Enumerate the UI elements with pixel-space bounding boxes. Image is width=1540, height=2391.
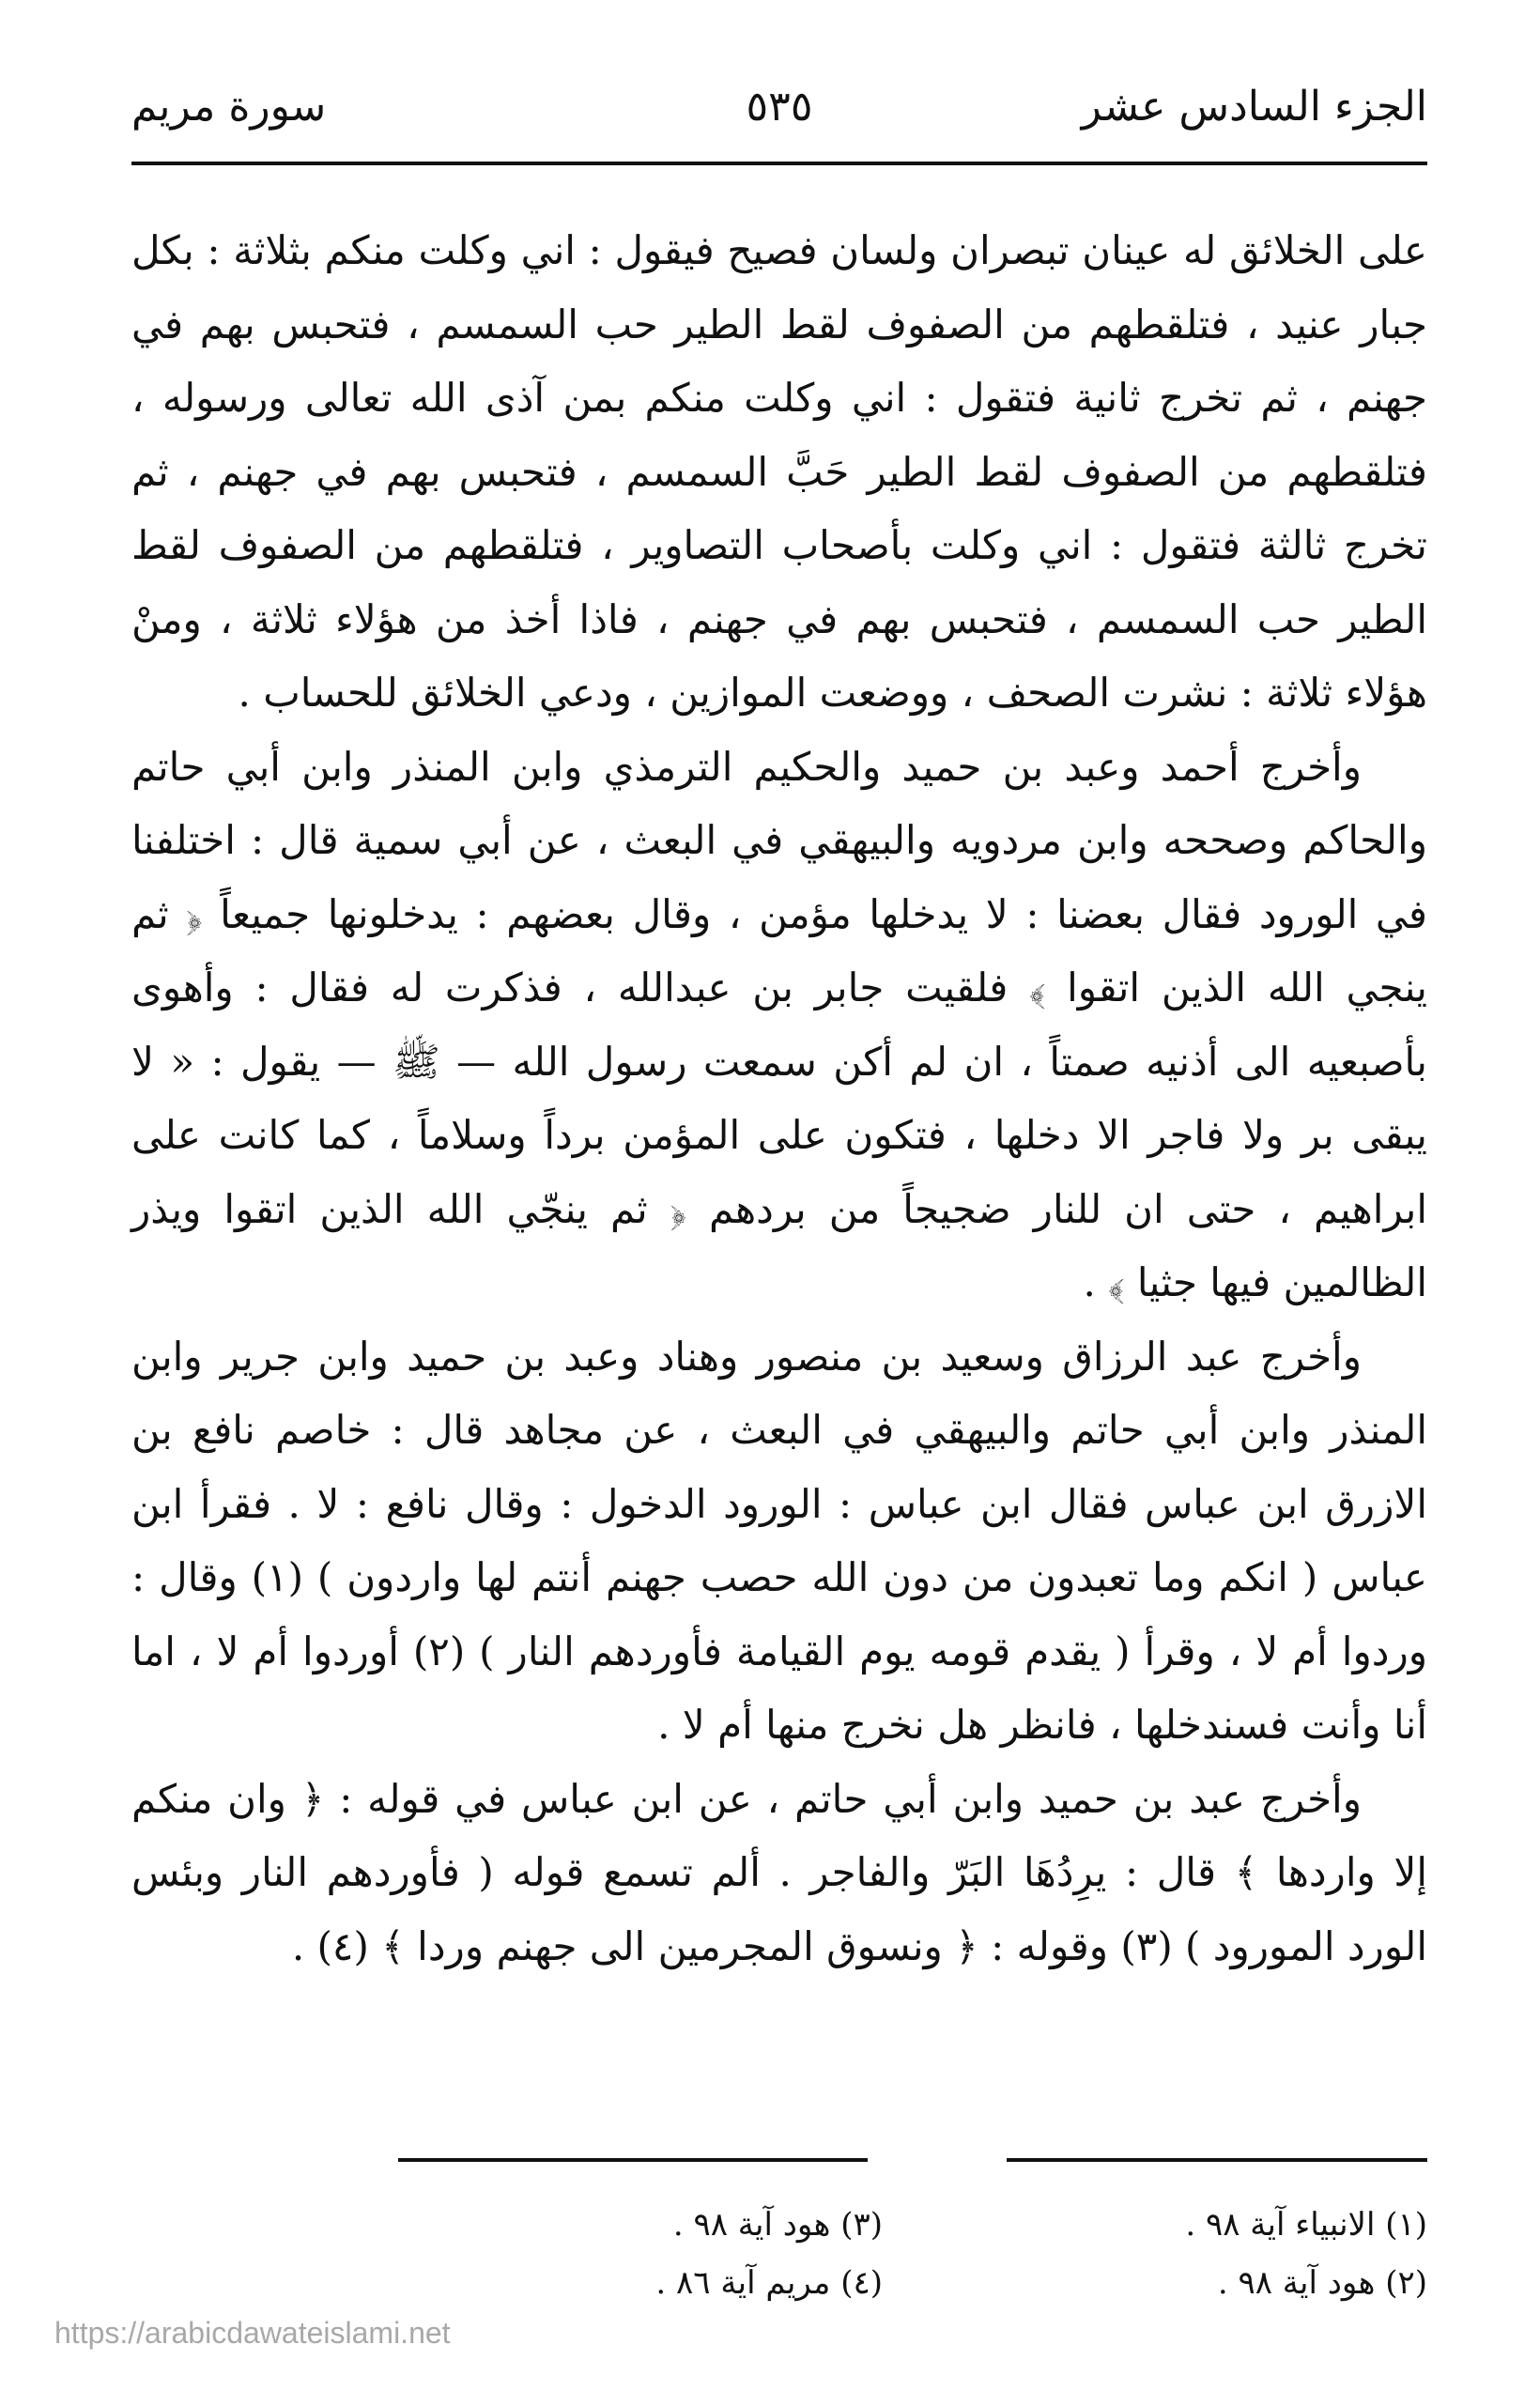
main-text [131,214,1427,1983]
footnote-1: (١) الانبياء آية ٩٨ . [1185,2206,1427,2244]
header-divider [131,162,1427,165]
paragraph-2: وأخرج أحمد وعبد بن حميد والحكيم الترمذي وابن المنذر وابن أبي حاتم والحاكم وصححه وابن مردويه والبيهقي في البعث ، عن أبي سمية قال : اختلفنا في الورود فقال بعضنا : لا يدخلها مؤمن ، وقال بعضهم : يدخلونها جميعاً ﴿ ثم ينجي الله الذين اتقوا ﴾ فلقيت جابر بن عبدالله ، فذكرت له فقال : وأهوى بأصبعيه الى أذنيه صمتاً ، ان لم أكن سمعت رسول الله — ﷺ — يقول : « لا يبقى بر ولا فاجر الا دخلها ، فتكون على المؤمن برداً وسلاماً ، كما كانت على ابراهيم ، حتى ان للنار ضجيجاً من بردهم ﴿ ثم ينجّي الله الذين اتقوا ويذر الظالمين فيها جثيا ﴾ . [131,743,1427,1305]
watermark-url: https://arabicdawateislami.net [54,2316,451,2350]
footnote-3: (٣) هود آية ٩٨ . [672,2206,883,2244]
paragraph-4: وأخرج عبد بن حميد وابن أبي حاتم ، عن ابن عباس في قوله : ﴿ وان منكم إلا واردها ﴾ قال : يرِدُهَا البَرّ والفاجر . ألم تسمع قوله ( فأوردهم النار وبئس الورد المورود ) (٣) وقوله : ﴿ ونسوق المجرمين الى جهنم وردا ﴾ (٤) . [131,1775,1427,1969]
paragraph-1: على الخلائق له عينان تبصران ولسان فصيح فيقول : اني وكلت منكم بثلاثة : بكل جبار عنيد ، فتلقطهم من الصفوف لقط الطير حب السمسم ، فتحبس بهم في جهنم ، ثم تخرج ثانية فتقول : اني وكلت منكم بمن آذى الله تعالى ورسوله ، فتلقطهم من الصفوف لقط الطير حَبَّ السمسم ، فتحبس بهم في جهنم ، ثم تخرج ثالثة فتقول : اني وكلت بأصحاب التصاوير ، فتلقطهم من الصفوف لقط الطير حب السمسم ، فتحبس بهم في جهنم ، فاذا أخذ من هؤلاء ثلاثة ، ومنْ هؤلاء ثلاثة : نشرت الصحف ، ووضعت الموازين ، ودعي الخلائق للحساب . [131,227,1427,716]
footnote-2: (٢) هود آية ٩٨ . [1217,2264,1427,2302]
footnotes-right-column [901,2196,1427,2312]
footnote-4: (٤) مريم آية ٨٦ . [655,2264,883,2302]
footnote-divider-right [1007,2158,1427,2162]
header-surah-title: سورة مريم [131,83,327,131]
footnote-divider-left [398,2158,868,2162]
footnotes-left-column [451,2196,883,2312]
running-header [131,83,1427,148]
header-part-title: الجزء السادس عشر [1081,83,1427,131]
page-number: ٥٣٥ [746,83,813,131]
paragraph-3: وأخرج عبد الرزاق وسعيد بن منصور وهناد وعبد بن حميد وابن جرير وابن المنذر وابن أبي حاتم والبيهقي في البعث ، عن مجاهد قال : خاصم نافع بن الازرق ابن عباس فقال ابن عباس : الورود الدخول : وقال نافع : لا . فقرأ ابن عباس ( انكم وما تعبدون من دون الله حصب جهنم أنتم لها واردون ) (١) وقال : وردوا أم لا ، وقرأ ( يقدم قومه يوم القيامة فأوردهم النار ) (٢) أوردوا أم لا ، اما أنا وأنت فسندخلها ، فانظر هل نخرج منها أم لا . [131,1333,1428,1748]
